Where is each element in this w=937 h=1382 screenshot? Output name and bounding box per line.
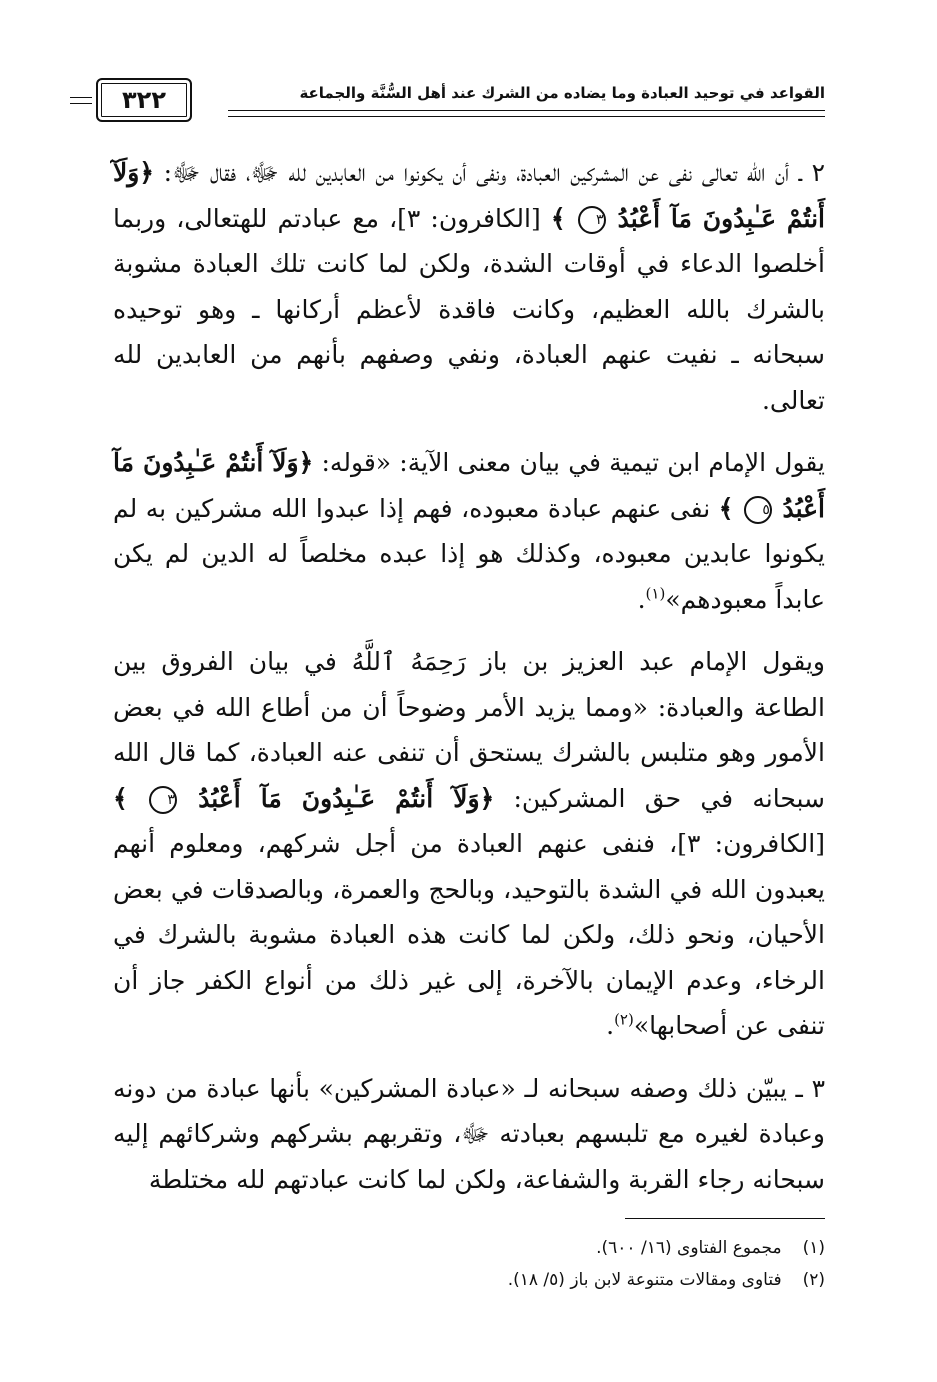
- quran-verse: ﴿وَلَآ أَنتُمْ عَـٰبِدُونَ مَآ أَعْبُدُ: [113, 158, 826, 233]
- paragraph-text: ٢ ـ أن الله تعالى نفى عن المشركين العبادة، ونفى أن يكونوا من العابدين لله ﷻ، فقال ﷻ:: [153, 158, 825, 187]
- quran-verse: ﴿وَلَآ أَنتُمْ عَـٰبِدُونَ مَآ أَعْبُدُ: [113, 448, 825, 523]
- quran-bracket: ﴾: [550, 203, 566, 233]
- footnote-reference: (٢): [614, 1010, 634, 1029]
- footnotes: [113, 1232, 825, 1296]
- footnote-reference: (١): [645, 584, 666, 603]
- footnote-2: [113, 1264, 825, 1296]
- footnote-separator: [625, 1218, 825, 1219]
- page-number: ٣٢٢: [122, 86, 166, 114]
- header-rule: [70, 103, 92, 104]
- header-rule: [228, 110, 825, 111]
- header-rule: [70, 97, 92, 98]
- quran-bracket: ﴾: [113, 783, 128, 813]
- ayah-number-marker: ٣: [578, 206, 606, 234]
- page-header: [78, 84, 825, 128]
- paragraph-2: [113, 440, 825, 622]
- footnote-number: (٢): [802, 1270, 825, 1290]
- running-title: القواعد في توحيد العبادة وما يضاده من الشرك عند أهل السُّنَّة والجماعة: [299, 84, 825, 102]
- paragraph-4: ٣ ـ يبيّن ذلك وصفه سبحانه لـ «عبادة المشركين» بأنها عبادة من دونه وعبادة لغيره مع تلبسهم بعبادته ﷻ، وتقربهم بشركهم وشركائهم إليه سبحانه رجاء القربة والشفاعة، ولكن لما كانت عبادتهم لله مختلطة: [113, 1073, 825, 1194]
- paragraph-end: .: [606, 1011, 615, 1040]
- paragraph-text: نفى عنهم عبادة معبوده، فهم إذا عبدوا الله مشركين به لم يكونوا عابدين معبوده، وكذلك هو إذا عبده مخلصاً له الدين لم يكن عابداً معبودهم»: [113, 493, 825, 614]
- header-rule: [228, 116, 825, 117]
- paragraph-1: [113, 150, 825, 423]
- page-body: [113, 150, 825, 1202]
- footnote-text: فتاوى ومقالات متنوعة لابن باز (٥/ ١٨).: [507, 1270, 782, 1290]
- footnote-text: مجموع الفتاوى (١٦/ ٦٠٠).: [596, 1238, 782, 1258]
- quran-verse: ﴿وَلَآ أَنتُمْ عَـٰبِدُونَ مَآ أَعْبُدُ: [198, 783, 495, 813]
- footnote-1: [113, 1232, 825, 1264]
- paragraph-text: [الكافرون: ٣]، مع عبادتم للهتعالى، وربما أخلصوا الدعاء في أوقات الشدة، ولكن لما كانت تلك العبادة مشوبة بالشرك بالله العظيم، وكانت فاقدة لأعظم أركانها ـ وهو توحيده سبحانه ـ نفيت عنهم العبادة، ونفي وصفهم بأنهم من العابدين لله تعالى.: [113, 203, 825, 415]
- page-number-frame: [96, 78, 192, 122]
- ayah-number-marker: ٥: [744, 496, 772, 524]
- paragraph-3: [113, 639, 825, 1049]
- paragraph-text: يقول الإمام ابن تيمية في بيان معنى الآية: «قوله:: [313, 448, 825, 477]
- quran-bracket: ﴾: [718, 493, 734, 523]
- footnote-number: (١): [802, 1238, 825, 1258]
- ayah-number-marker: ٣: [149, 786, 177, 814]
- paragraph-end: .: [637, 584, 646, 614]
- paragraph-text: ويقول الإمام عبد العزيز بن باز رَحِمَهُ ٱللَّهُ في بيان الفروق بين الطاعة والعبادة: «ومما يزيد الأمر وضوحاً أن من أطاع الله في بعض الأمور وهو متلبس بالشرك يستحق أن تنفى عنه العبادة، كما قال الله سبحانه في حق المشركين:: [113, 647, 825, 813]
- paragraph-text: [الكافرون: ٣]، فنفى عنهم العبادة من أجل شركهم، ومعلوم أنهم يعبدون الله في الشدة بالتوحيد، وبالحج والعمرة، وبالصدقات في بعض الأحيان، ونحو ذلك، ولكن لما كانت هذه العبادة مشوبة بالشرك في الرخاء، وعدم الإيمان بالآخرة، إلى غير ذلك من أنواع الكفر جاز أن تنفى عن أصحابها»: [113, 829, 825, 1040]
